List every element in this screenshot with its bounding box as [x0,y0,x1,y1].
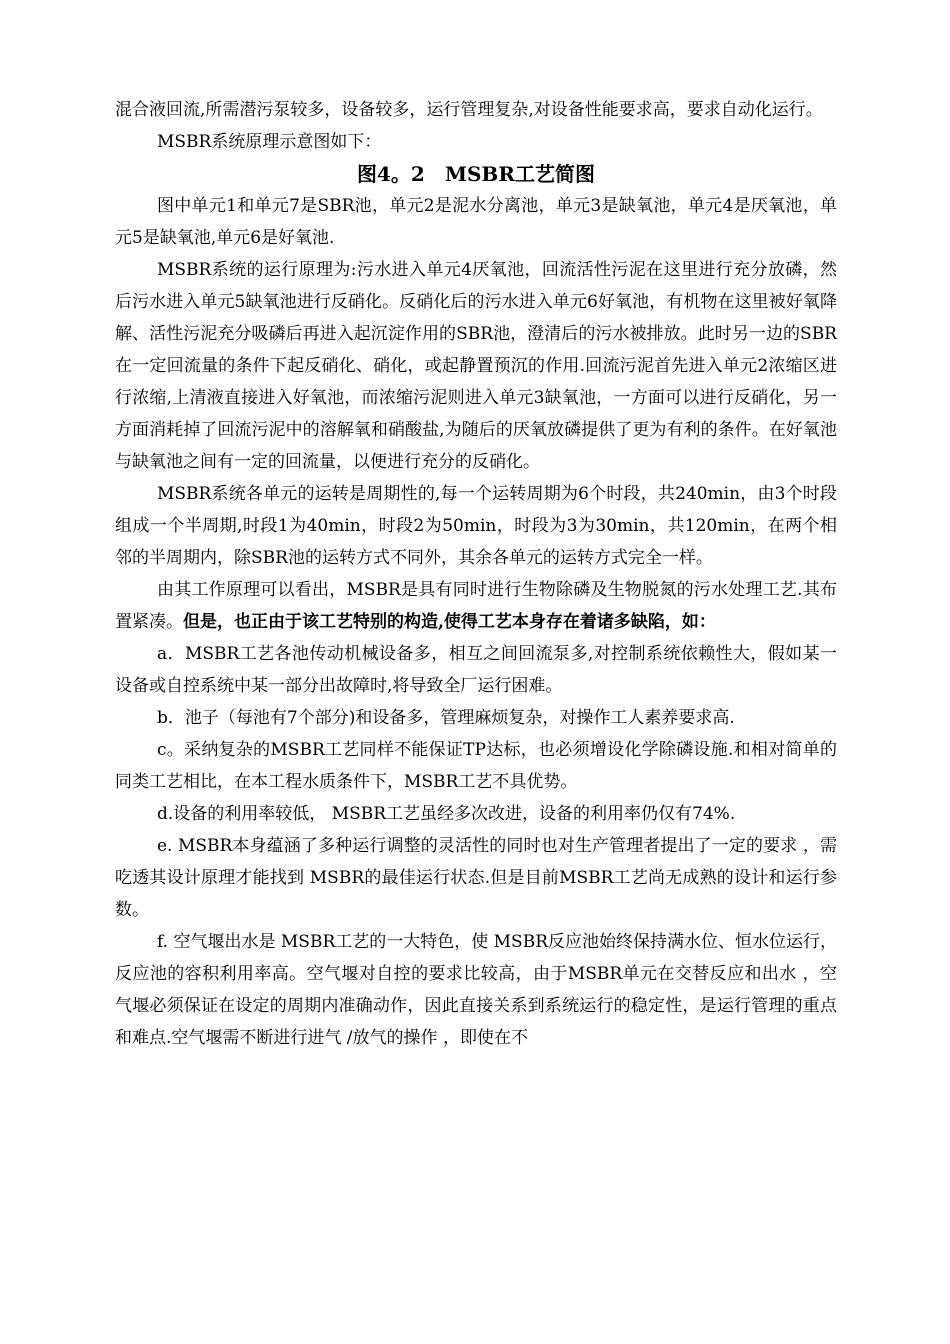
paragraph-operating-principle: MSBR系统的运行原理为:污水进入单元4厌氧池，回流活性污泥在这里进行充分放磷，然后污水进入单元5缺氧池进行反硝化。反硝化后的污水进入单元6好氧池，有机物在这里被好氧降解、活性污泥充分吸磷后再进入起沉淀作用的SBR池，澄清后的污水被排放。此时另一边的SBR在一定回流量的条件下起反硝化、硝化，或起静置预沉的作用.回流污泥首先进入单元2浓缩区进行浓缩,上清液直接进入好氧池，而浓缩污泥则进入单元3缺氧池，一方面可以进行反硝化，另一方面消耗掉了回流污泥中的溶解氧和硝酸盐,为随后的厌氧放磷提供了更为有利的条件。在好氧池与缺氧池之间有一定的回流量，以便进行充分的反硝化。 [115,260,837,472]
document-body [115,94,837,1054]
drawbacks-lead-bold-text: 但是，也正由于该工艺特别的构造,使得工艺本身存在着诸多缺陷，如： [183,612,716,632]
paragraph-intro-continuation: 混合液回流,所需潜污泵较多，设备较多，运行管理复杂,对设备性能要求高，要求自动化运行。 [115,100,823,120]
paragraph-operating-cycle: MSBR系统各单元的运转是周期性的,每一个运转周期为6个时段，共240min，由3个时段组成一个半周期,时段1为40min，时段2为50min，时段为3为30min，共120min，在两个相邻的半周期内，除SBR池的运转方式不同外，其余各单元的运转方式完全一样。 [115,484,837,568]
drawback-item-f: f. 空气堰出水是 MSBR工艺的一大特色，使 MSBR反应池始终保持满水位、恒水位运行，反应池的容积利用率高。空气堰对自控的要求比较高，由于MSBR单元在交替反应和出水 ，空气堰必须保证在设定的周期内准确动作，因此直接关系到系统运行的稳定性，是运行管理的重点和难点.空气堰需不断进行进气 /放气的操作 ，即使在不 [115,932,837,1048]
drawback-item-b: b．池子（每池有7个部分)和设备多，管理麻烦复杂，对操作工人素养要求高. [157,708,735,728]
drawback-item-c: c。采纳复杂的MSBR工艺同样不能保证TP达标，也必须增设化学除磷设施.和相对简单的同类工艺相比，在本工程水质条件下，MSBR工艺不具优势。 [115,740,837,792]
drawback-item-a: a．MSBR工艺各池传动机械设备多，相互之间回流泵多,对控制系统依赖性大，假如某一设备或自控系统中某一部分出故障时,将导致全厂运行困难。 [115,644,837,696]
paragraph-drawbacks-lead [115,574,837,638]
drawback-item-e: e. MSBR本身蕴涵了多种运行调整的灵活性的同时也对生产管理者提出了一定的要求 ，需吃透其设计原理才能找到 MSBR的最佳运行状态.但是目前MSBR工艺尚无成熟的设计和运行参数。 [115,836,837,920]
paragraph-diagram-lead: MSBR系统原理示意图如下： [157,132,382,152]
drawbacks-lead-text: 由其工作原理可以看出，MSBR是具有同时进行生物除磷及生物脱氮的污水处理工艺.其布置紧凑。 [115,580,837,632]
drawback-item-d: d.设备的利用率较低， MSBR工艺虽经多次改进，设备的利用率仍仅有74%. [157,804,736,824]
figure-caption: 图4。2 MSBR工艺简图 [357,162,595,186]
paragraph-unit-description: 图中单元1和单元7是SBR池，单元2是泥水分离池，单元3是缺氧池，单元4是厌氧池，单元5是缺氧池,单元6是好氧池. [115,196,837,248]
